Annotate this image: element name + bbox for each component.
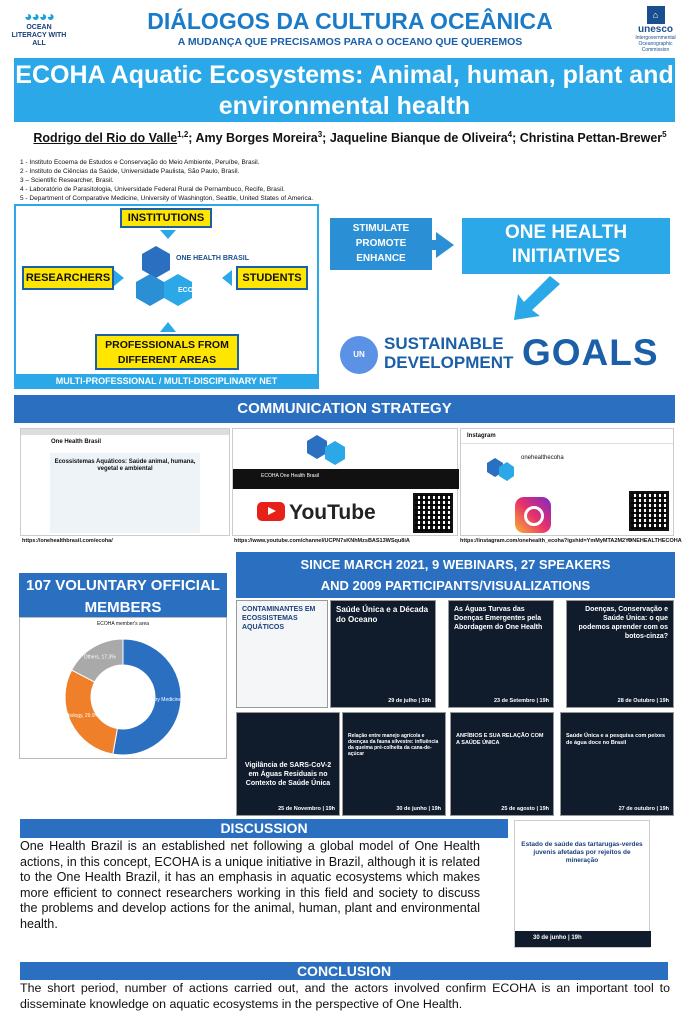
institutions-box: INSTITUTIONS [120,208,212,228]
sdg-line-2: DEVELOPMENT [384,353,514,372]
arrow-down-left-icon [510,276,560,322]
temple-icon: ⌂ [647,6,665,24]
webinar-title: Saúde Única e a pesquisa com peixes de água doce no Brasil [566,733,666,746]
sdg-logo [340,332,675,378]
webinar-date: 30 de junho | 19h [396,806,441,812]
affiliation: 4 - Laboratório de Parasitologia, Universidade Federal Rural de Pernambuco, Recife, Brasil. [20,186,285,193]
webinar-card [342,712,446,816]
webinar-card [514,820,650,948]
webinar-title: CONTAMINANTES EM ECOSSISTEMAS AQUÁTICOS [242,606,316,631]
communication-heading: COMMUNICATION STRATEGY [14,395,675,423]
webinar-title: Saúde Única e a Década do Oceano [336,605,429,624]
instagram-url[interactable]: https://instagram.com/onehealth_ecoha?igshid=YmMyMTA2M2Y= [460,538,632,544]
webinar-card [566,600,674,708]
youtube-url[interactable]: https://www.youtube.com/channel/UCPN7sKNhMzsBAS13WSqu8iA [234,538,410,544]
instagram-username: onehealthecoha [521,455,564,461]
one-health-initiatives-box: ONE HEALTH INITIATIVES [462,218,670,274]
author-name: Rodrigo del Rio do Valle [33,131,178,146]
author-name: Amy Borges Moreira [195,131,318,146]
youtube-screenshot [232,428,458,536]
webinar-date: 30 de junho | 19h [515,931,651,947]
ecoha-logo [483,455,515,483]
sdg-goals-word: GOALS [522,332,659,373]
poster-title: ECOHA Aquatic Ecosystems: Animal, human, plant and environmental health [14,58,675,122]
discussion-text: One Health Brazil is an established net following a global model of One Health actions, in this concept, ECOHA is a unique initiative in Brazil, although it is related to the One Health Brazil, it has an emphasis in aquatic ecosystems which makes more efficient to connect researchers working in this field and society to discuss the problems and develop actions for the animal, human, plant and environmental health. [20,839,480,931]
author-sup: 4 [507,130,513,139]
webinar-card [448,600,554,708]
sdg-text [384,334,513,372]
webinar-title: ANFÍBIOS E SUA RELAÇÃO COM A SAÚDE ÚNICA [456,733,544,746]
youtube-wordmark: YouTube [289,501,376,524]
webinar-title: Relação entre manejo agrícola e doenças da fauna silvestre: influência da queima pré-colheita da cana-de-açúcar [348,733,439,757]
since-line-2: AND 2009 PARTICIPANTS/VISUALIZATIONS [320,578,591,593]
students-box: STUDENTS [236,266,308,290]
header-subtitle: A MUDANÇA QUE PRECISAMOS PARA O OCEANO QUE QUEREMOS [177,36,523,48]
promote-label: PROMOTE [355,238,407,249]
enhance-label: ENHANCE [356,253,406,264]
webinar-card [236,600,328,708]
webinar-date: 29 de julho | 19h [388,698,431,704]
webinar-date: 28 de Outubro | 19h [617,698,669,704]
webinar-card [236,712,340,816]
since-line-1: SINCE MARCH 2021, 9 WEBINARS, 27 SPEAKERS [300,557,611,572]
webinar-title: Doenças, Conservação e Saúde Única: o que podemos aprender com os botos-cinza? [578,606,668,640]
arrow-left-icon [222,270,232,286]
unesco-logo [628,6,683,52]
webinar-date: 23 de Setembro | 19h [493,698,549,704]
members-heading: 107 VOLUNTARY OFFICIAL MEMBERS [19,573,227,621]
instagram-icon[interactable] [515,497,551,533]
network-footer: MULTI-PROFESSIONAL / MULTI-DISCIPLINARY NET [16,374,317,389]
donut-label: Biology, 29.9% [66,712,100,719]
instagram-qr-label: ONEHEALTHECOHA [628,538,682,544]
conclusion-text: The short period, number of actions carried out, and the actors involved confirm ECOHA is an important tool to disseminate knowledge on aquatic ecosystems in the perspective of One Health. [20,981,670,1011]
author-name: Jaqueline Bianque de Oliveira [329,131,508,146]
since-heading [236,552,675,598]
affiliation: 2 - Instituto de Ciências da Saúde, Universidade Paulista, São Paulo, Brasil. [20,168,240,175]
professionals-box: PROFESSIONALS FROM DIFFERENT AREAS [95,334,239,370]
webinar-title: As Águas Turvas das Doenças Emergentes pela Abordagem do One Health [454,606,543,631]
instagram-qr-code [629,491,669,531]
waves-icon: ◕◕◕◕ [24,8,54,24]
author-sup: 3 [317,130,323,139]
webinar-title: Estado de saúde das tartarugas-verdes juvenis afetadas por rejeitos de mineração [521,841,643,864]
arrow-up-icon [160,322,176,332]
affiliation: 1 - Instituto Ecoema de Estudos e Conservação do Meio Ambiente, Peruíbe, Brasil. [20,159,260,166]
donut-label: Veterinary Medicine, 52.8% [137,696,199,703]
webinar-title: Vigilância de SARS-CoV-2 em Águas Residuais no Contexto de Saúde Única [244,762,332,787]
webinar-card [450,712,554,816]
donut-label: Others, 17.3% [83,654,116,661]
youtube-qr-code [413,493,453,533]
author-list: Rodrigo del Rio do Valle$^{1,2}$; Amy Borges Moreira$^3$; Jaqueline Bianque de Oliveira$^4$; Christina Pettan-Brewer$^5$ [33,130,667,146]
website-banner: Ecossistemas Aquáticos: Saúde animal, humana, vegetal e ambiental [50,453,200,533]
affiliations [20,158,420,203]
browser-bar [21,429,229,435]
one-health-hexagons-logo [122,236,249,322]
one-health-logo-text: ONE HEALTH BRASIL [176,255,249,262]
webinar-card [330,600,436,708]
instagram-header: Instagram [461,429,673,444]
website-brand: One Health Brasil [51,439,102,445]
author-sup: 1,2 [177,130,189,139]
website-screenshot [20,428,230,536]
affiliation: 5 - Department of Comparative Medicine, University of Washington, Seattle, United States of America. [20,195,314,202]
members-donut-chart [22,627,224,757]
webinar-card [560,712,674,816]
ocean-literacy-logo-text: OCEAN LITERACY WITH ALL [11,24,67,47]
discussion-heading: DISCUSSION [20,819,508,838]
ocean-literacy-logo [8,8,70,54]
webinar-date: 25 de agosto | 19h [501,806,549,812]
youtube-logo[interactable] [257,501,376,525]
unesco-logo-caption: Intergovernmental Oceanographic Commission [635,35,676,53]
arrow-right-icon [408,232,456,258]
webinar-date: 27 de outubro | 19h [618,806,669,812]
conclusion-heading: CONCLUSION [20,962,668,980]
chart-caption: ECOHA member's area [96,621,150,627]
ecoha-logo [299,433,359,467]
instagram-screenshot [460,428,674,536]
researchers-box: RESEARCHERS [22,266,114,290]
ecoha-logo-text: ECOHA [178,287,204,294]
webinar-date: 25 de Novembro | 19h [278,806,335,812]
stimulate-label: STIMULATE [352,223,410,234]
author-sup: 5 [662,130,667,139]
play-icon [257,502,285,521]
sdg-line-1: SUSTAINABLE [384,334,504,353]
header-title: DIÁLOGOS DA CULTURA OCEÂNICA [147,8,553,34]
affiliation: 3 – Scientific Researcher, Brasil. [20,177,114,184]
un-emblem-icon: UN [340,336,378,374]
unesco-logo-name: unesco [637,24,673,35]
website-url[interactable]: https://onehealthbrasil.com/ecoha/ [22,538,113,544]
author-name: Christina Pettan-Brewer [519,131,663,146]
youtube-channel-bar: ECOHA One Health Brasil [233,469,459,489]
